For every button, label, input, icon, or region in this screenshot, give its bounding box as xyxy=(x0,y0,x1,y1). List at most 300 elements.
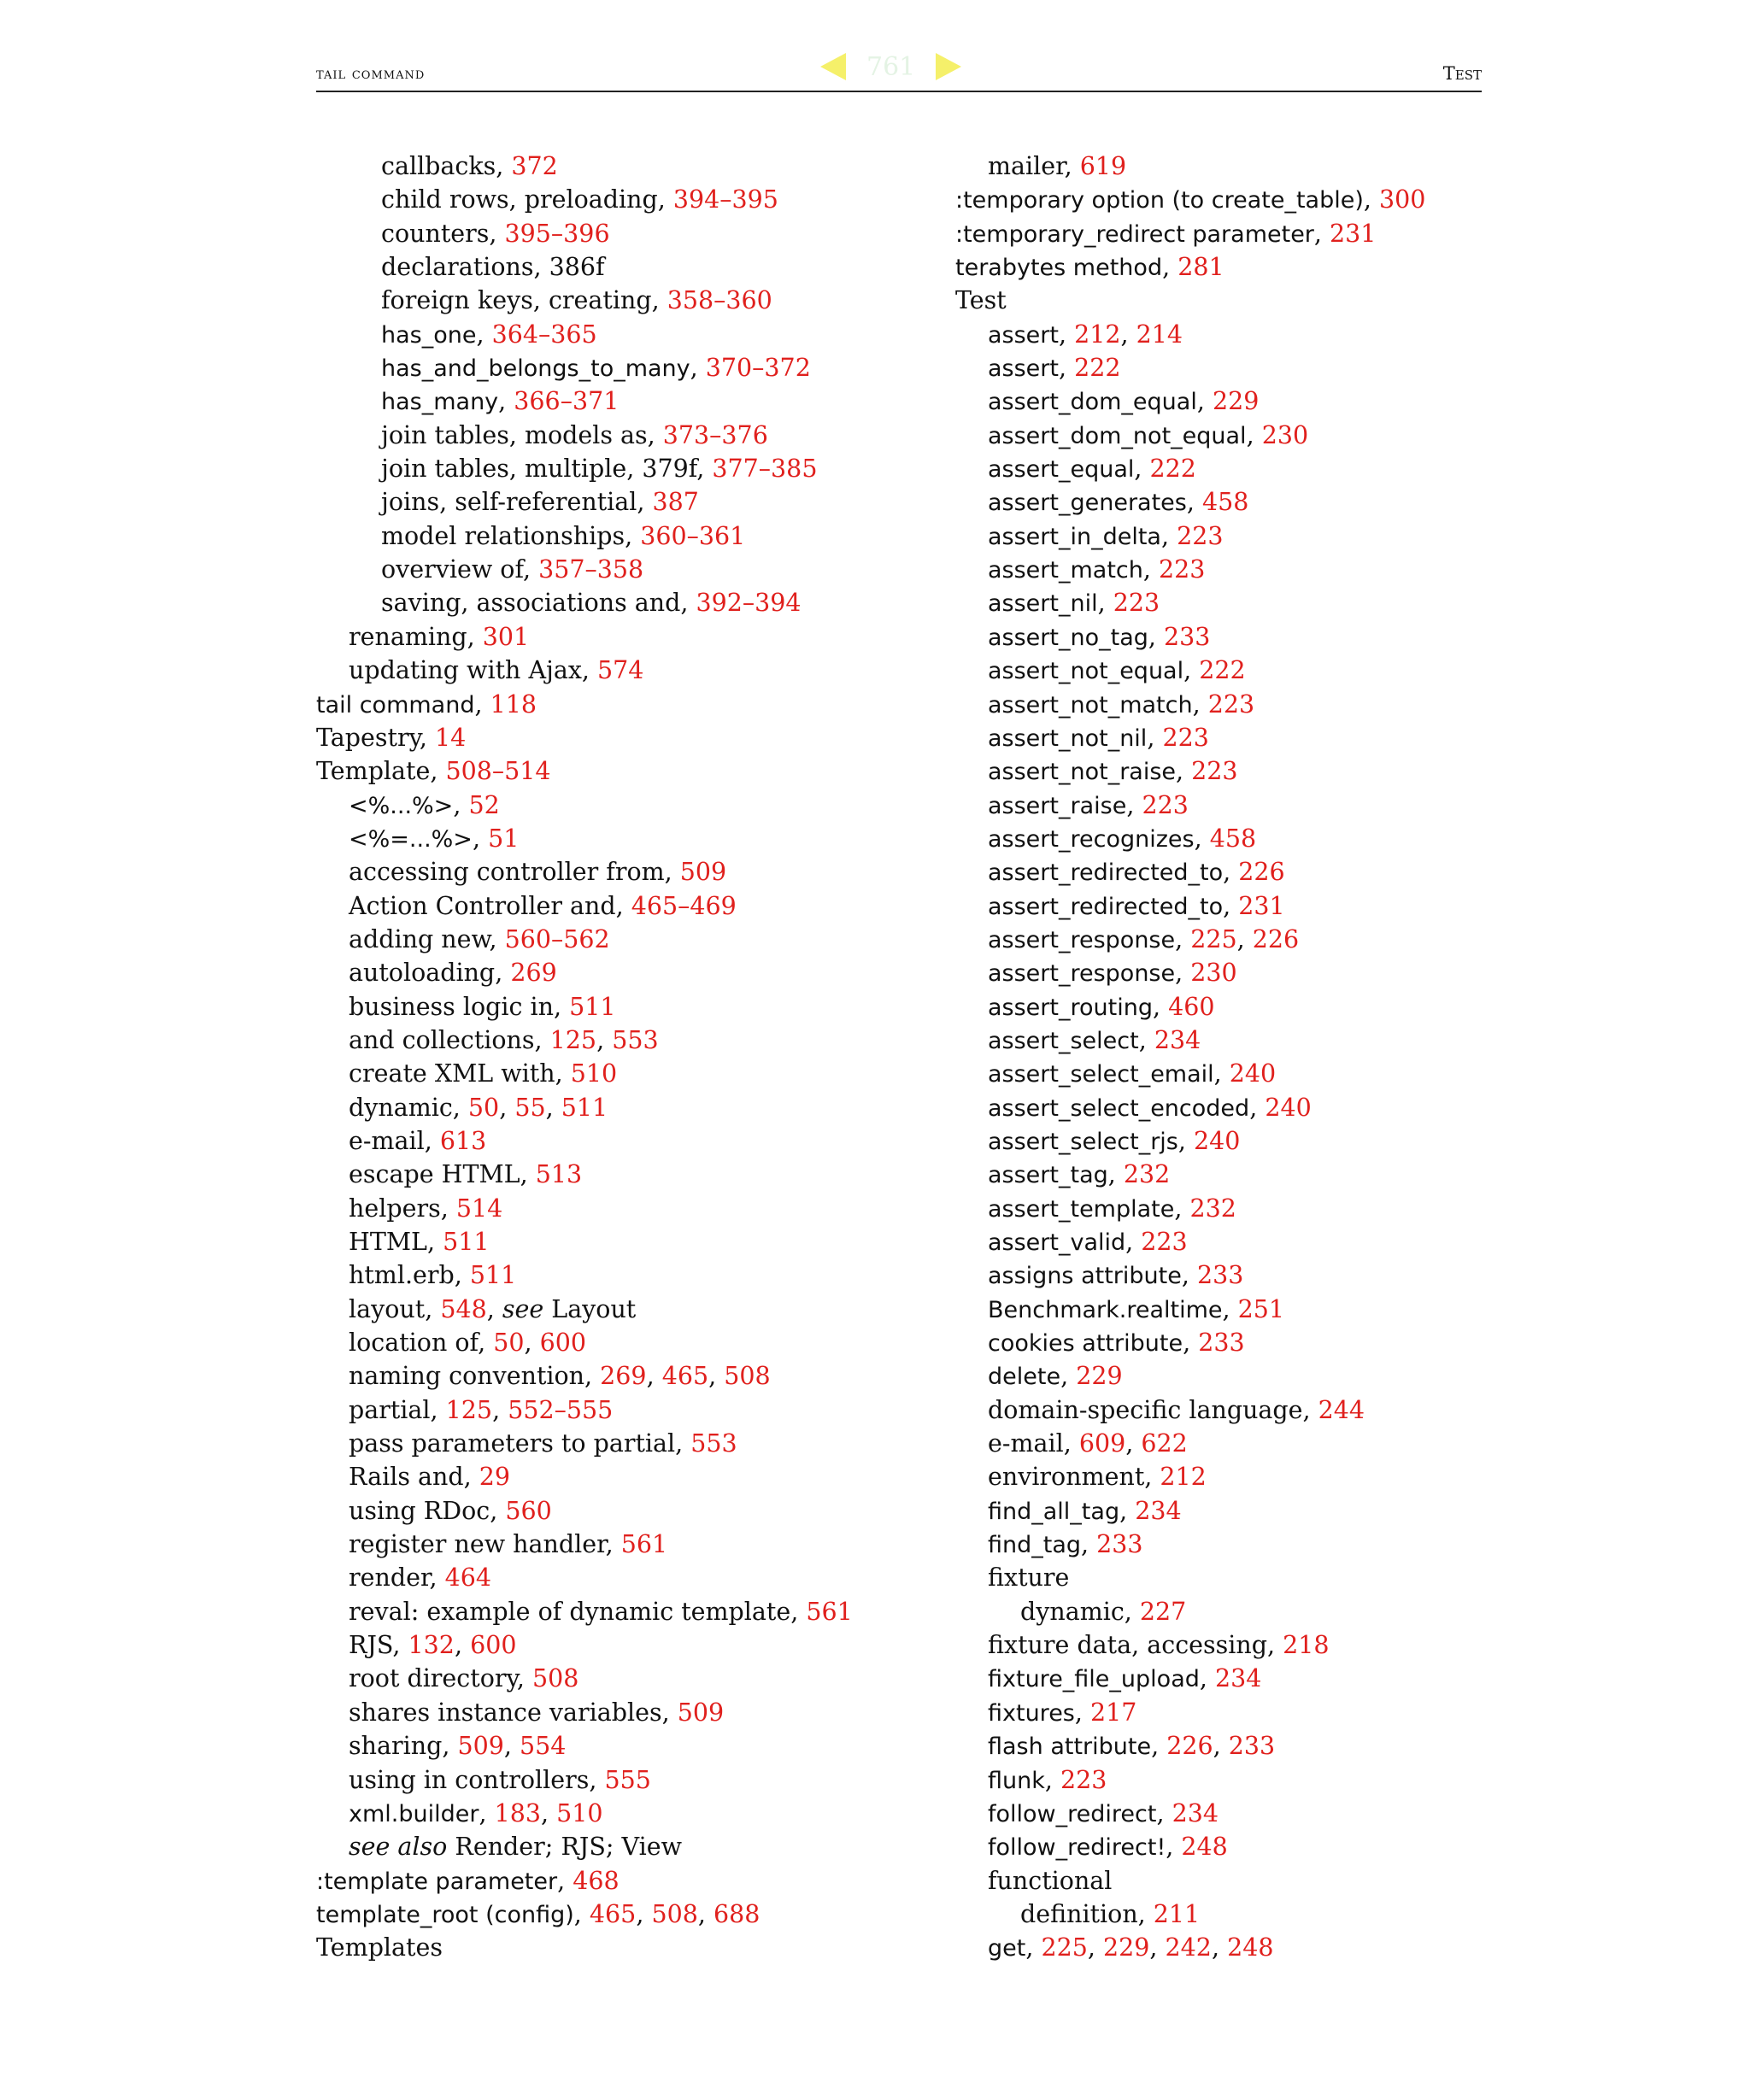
index-term: assert_dom_equal xyxy=(988,389,1197,416)
index-entry: Template, 508–514 xyxy=(316,757,551,786)
index-entry: register new handler, 561 xyxy=(349,1530,668,1559)
index-term: overview of xyxy=(381,555,523,584)
index-term: follow_redirect! xyxy=(988,1834,1166,1862)
index-entry: cookies attribute, 233 xyxy=(988,1329,1245,1358)
index-entry: assert_select_encoded, 240 xyxy=(988,1093,1312,1122)
index-entry: assert_response, 230 xyxy=(988,959,1237,988)
index-entry: assert_generates, 458 xyxy=(988,488,1249,517)
page-reference-link[interactable]: 125 xyxy=(549,1025,597,1054)
see-also-label: see also xyxy=(349,1833,448,1862)
page-reference-link[interactable]: 229 xyxy=(1076,1362,1123,1391)
page-reference-link[interactable]: 234 xyxy=(1154,1025,1201,1054)
index-term: assert_valid xyxy=(988,1229,1126,1256)
page-reference-link[interactable]: 233 xyxy=(1096,1530,1143,1559)
page-reference-link[interactable]: 609 xyxy=(1078,1429,1126,1458)
page-reference-link[interactable]: 600 xyxy=(539,1329,586,1358)
page-reference-link[interactable]: 508–514 xyxy=(445,757,551,786)
page-navigation xyxy=(820,50,961,84)
page-reference-link[interactable]: 223 xyxy=(1191,757,1238,786)
page-reference-link[interactable]: 395–396 xyxy=(504,219,610,248)
page-reference-link[interactable]: 514 xyxy=(455,1194,503,1223)
page-reference-link[interactable]: 214 xyxy=(1136,320,1183,349)
index-term: assert_equal xyxy=(988,456,1135,484)
index-term: assert_redirected_to xyxy=(988,859,1224,887)
index-entry: assert_valid, 223 xyxy=(988,1228,1188,1256)
index-entry: saving, associations and, 392–394 xyxy=(381,589,802,618)
index-entry: escape HTML, 513 xyxy=(349,1160,583,1189)
index-term: using RDoc xyxy=(349,1496,490,1525)
page-reference-link[interactable]: 222 xyxy=(1074,354,1121,383)
index-term: Tapestry xyxy=(316,723,420,752)
page-reference-link[interactable]: 29 xyxy=(479,1463,511,1492)
page-reference-link[interactable]: 561 xyxy=(620,1530,668,1559)
page-reference-link[interactable]: 223 xyxy=(1177,521,1224,550)
index-entry: has_and_belongs_to_many, 370–372 xyxy=(381,354,811,383)
index-entry: assert_select_rjs, 240 xyxy=(988,1126,1241,1155)
page-reference-link[interactable]: 248 xyxy=(1227,1933,1274,1962)
index-term: updating with Ajax xyxy=(349,656,582,685)
page-reference-link[interactable]: 232 xyxy=(1123,1160,1171,1189)
index-term: assert_not_nil xyxy=(988,724,1148,752)
page-reference-link[interactable]: 465–469 xyxy=(631,891,737,920)
index-entry: assert_template, 232 xyxy=(988,1194,1236,1223)
index-entry: layout, 548, see Layout xyxy=(349,1294,637,1323)
index-entry: naming convention, 269, 465, 508 xyxy=(349,1362,771,1391)
next-page-arrow-icon[interactable] xyxy=(936,53,961,80)
index-entry: overview of, 357–358 xyxy=(381,555,644,584)
page-reference-link[interactable]: 223 xyxy=(1113,589,1160,618)
index-entry: shares instance variables, 509 xyxy=(349,1698,725,1727)
page-reference-link[interactable]: 233 xyxy=(1164,622,1211,651)
index-column-left xyxy=(316,150,914,1965)
page-reference-link[interactable]: 240 xyxy=(1265,1093,1312,1122)
index-term: has_one xyxy=(381,321,477,349)
index-entry: assert_recognizes, 458 xyxy=(988,824,1257,853)
page-reference-link[interactable]: 226 xyxy=(1238,858,1285,887)
index-entry xyxy=(955,1864,1485,1898)
page-reference-link[interactable]: 229 xyxy=(1103,1933,1150,1962)
index-term: <%=...%> xyxy=(349,825,473,853)
index-entry: autoloading, 269 xyxy=(349,959,557,988)
index-term: :temporary_redirect parameter xyxy=(955,220,1314,248)
page-number: 761 xyxy=(866,51,916,82)
index-entry: foreign keys, creating, 358–360 xyxy=(381,286,772,315)
index-entry: assert_match, 223 xyxy=(988,555,1206,584)
index-entry: HTML, 511 xyxy=(349,1228,490,1256)
index-entry: model relationships, 360–361 xyxy=(381,521,746,550)
index-entry: RJS, 132, 600 xyxy=(349,1631,517,1660)
index-entry: assert_routing, 460 xyxy=(988,992,1215,1021)
page-reference-link[interactable]: 227 xyxy=(1139,1597,1187,1626)
index-entry xyxy=(316,1830,914,1863)
index-term: xml.builder xyxy=(349,1800,479,1827)
page-reference-link[interactable]: 223 xyxy=(1141,1228,1188,1256)
page-reference-link[interactable]: 548 xyxy=(440,1294,487,1323)
index-entry: assert, 222 xyxy=(988,354,1121,383)
page-reference-link[interactable]: 211 xyxy=(1153,1899,1201,1928)
index-entry: follow_redirect, 234 xyxy=(988,1798,1219,1827)
page-reference-link[interactable]: 118 xyxy=(490,689,537,719)
index-entry: create XML with, 510 xyxy=(349,1059,618,1088)
index-term: template_root (config) xyxy=(316,1901,574,1928)
page-reference-link[interactable]: 392–394 xyxy=(696,589,802,618)
index-term: flunk xyxy=(988,1767,1045,1794)
index-entry: fixture data, accessing, 218 xyxy=(988,1631,1330,1660)
page-reference-link[interactable]: 508 xyxy=(651,1899,698,1928)
index-term: cookies attribute xyxy=(988,1330,1183,1358)
index-term: functional xyxy=(988,1866,1113,1895)
index-entry: join tables, models as, 373–376 xyxy=(381,420,768,449)
page-reference-link[interactable]: 622 xyxy=(1141,1429,1188,1458)
index-term: Render; RJS; View xyxy=(455,1833,682,1862)
page-reference-link[interactable]: 234 xyxy=(1135,1496,1182,1525)
index-term: assert xyxy=(988,355,1059,383)
page-reference-link[interactable]: 217 xyxy=(1090,1698,1137,1727)
page-reference-link[interactable]: 465 xyxy=(661,1362,709,1391)
index-entry: assert_tag, 232 xyxy=(988,1160,1171,1189)
index-term: render xyxy=(349,1563,430,1593)
index-entry: assert_raise, 223 xyxy=(988,790,1189,819)
page-reference-link[interactable]: 226 xyxy=(1166,1732,1213,1761)
index-term: assigns attribute xyxy=(988,1263,1182,1290)
index-term: helpers xyxy=(349,1194,441,1223)
page-reference-link[interactable]: 222 xyxy=(1149,455,1196,484)
index-term: assert_generates xyxy=(988,490,1187,517)
index-term: environment xyxy=(988,1463,1145,1492)
page-reference-link[interactable]: 300 xyxy=(1379,185,1426,214)
page-reference-link[interactable]: 394–395 xyxy=(672,185,778,214)
page-reference-link[interactable]: 464 xyxy=(444,1563,491,1593)
index-term: assert_not_raise xyxy=(988,759,1177,786)
page-reference-link[interactable]: 233 xyxy=(1196,1261,1244,1290)
index-term: counters xyxy=(381,219,490,248)
index-term: has_many xyxy=(381,389,499,416)
index-term: mailer xyxy=(988,152,1065,180)
page-reference-link[interactable]: 223 xyxy=(1162,723,1209,752)
page-reference-link[interactable]: 50 xyxy=(467,1093,500,1122)
index-term: escape HTML xyxy=(349,1160,520,1189)
page-reference-link[interactable]: 125 xyxy=(445,1395,493,1424)
index-entry: follow_redirect!, 248 xyxy=(988,1833,1228,1862)
page-reference-link[interactable]: 509 xyxy=(457,1732,504,1761)
index-entry: child rows, preloading, 394–395 xyxy=(381,185,778,214)
index-entry: fixtures, 217 xyxy=(988,1698,1137,1727)
index-term: autoloading xyxy=(349,959,496,988)
page-reference-link[interactable]: 14 xyxy=(435,723,467,752)
page-reference-link[interactable]: 223 xyxy=(1159,555,1206,584)
index-entry: find_all_tag, 234 xyxy=(988,1496,1182,1525)
index-entry: definition, 211 xyxy=(1020,1899,1201,1928)
page-reference-link[interactable]: 230 xyxy=(1190,959,1237,988)
page-reference-link[interactable]: 225 xyxy=(1041,1933,1088,1962)
index-term: assert_select xyxy=(988,1027,1139,1054)
page-reference-link[interactable]: 511 xyxy=(469,1261,517,1290)
index-term: follow_redirect xyxy=(988,1800,1157,1827)
page-reference-link[interactable]: 55 xyxy=(514,1093,546,1122)
index-entry: has_one, 364–365 xyxy=(381,320,597,349)
index-entry xyxy=(316,250,914,284)
index-term: definition xyxy=(1020,1899,1138,1928)
index-entry: assert_select, 234 xyxy=(988,1025,1201,1054)
page-reference-link[interactable]: 560 xyxy=(505,1496,552,1525)
index-term: assert_not_match xyxy=(988,691,1193,719)
page-reference-link[interactable]: 223 xyxy=(1142,790,1189,819)
page-reference-link[interactable]: 511 xyxy=(561,1093,608,1122)
index-term: assert xyxy=(988,321,1059,349)
page-reference-link[interactable]: 231 xyxy=(1330,219,1377,248)
index-term: assert_select_encoded xyxy=(988,1094,1250,1122)
index-entry: assert_not_raise, 223 xyxy=(988,757,1238,786)
page-reference-link[interactable]: 281 xyxy=(1177,253,1224,282)
page-reference-link[interactable]: 574 xyxy=(597,656,644,685)
index-term: assert_response xyxy=(988,960,1176,988)
index-entry: counters, 395–396 xyxy=(381,219,610,248)
index-entry: assert_equal, 222 xyxy=(988,455,1196,484)
page-reference-link[interactable]: 510 xyxy=(570,1059,618,1088)
page-reference-link[interactable]: 218 xyxy=(1283,1631,1330,1660)
page-reference-link[interactable]: 269 xyxy=(510,959,557,988)
index-entry: assert_response, 225, 226 xyxy=(988,924,1300,953)
page-reference-link[interactable]: 511 xyxy=(569,992,616,1021)
page-reference-link[interactable]: 251 xyxy=(1237,1294,1285,1323)
index-term: naming convention xyxy=(349,1362,585,1391)
page-reference-link[interactable]: 370–372 xyxy=(705,354,811,383)
index-entry: assert, 212, 214 xyxy=(988,320,1183,349)
index-term: shares instance variables xyxy=(349,1698,662,1727)
page-reference-link[interactable]: 554 xyxy=(519,1732,567,1761)
index-entry: assert_redirected_to, 226 xyxy=(988,858,1285,887)
page-reference-link[interactable]: 222 xyxy=(1199,656,1246,685)
page-reference-link[interactable]: 240 xyxy=(1194,1126,1241,1155)
index-entry: render, 464 xyxy=(349,1563,491,1593)
page-reference-link[interactable]: 51 xyxy=(488,824,520,853)
see-target: Layout xyxy=(551,1294,637,1323)
index-term: fixture data, accessing xyxy=(988,1631,1267,1660)
index-term: join tables, models as xyxy=(381,420,648,449)
index-entry: partial, 125, 552–555 xyxy=(349,1395,614,1424)
index-term: assert_routing xyxy=(988,994,1153,1021)
page-reference-link[interactable]: 553 xyxy=(690,1429,737,1458)
see-label: see xyxy=(502,1294,544,1323)
page-reference-link[interactable]: 458 xyxy=(1202,488,1249,517)
page-reference-link[interactable]: 225 xyxy=(1190,924,1237,953)
page-reference-link[interactable]: 248 xyxy=(1181,1833,1228,1862)
page-reference-link[interactable]: 230 xyxy=(1261,420,1309,449)
index-term: html.erb xyxy=(349,1261,455,1290)
index-term: root directory xyxy=(349,1664,517,1693)
page-reference-link[interactable]: 508 xyxy=(724,1362,771,1391)
index-term: adding new xyxy=(349,924,490,953)
page-reference-link[interactable]: 552–555 xyxy=(508,1395,614,1424)
previous-page-arrow-icon[interactable] xyxy=(820,53,846,80)
index-entry: dynamic, 50, 55, 511 xyxy=(349,1093,608,1122)
index-term: assert_in_delta xyxy=(988,523,1161,550)
index-term: find_tag xyxy=(988,1532,1082,1559)
page-reference-link[interactable]: 366–371 xyxy=(514,387,620,416)
page-reference-link[interactable]: 183 xyxy=(494,1798,541,1827)
index-entry: find_tag, 233 xyxy=(988,1530,1143,1559)
page-reference-link[interactable]: 560–562 xyxy=(504,924,610,953)
page-reference-link[interactable]: 688 xyxy=(713,1899,760,1928)
index-term: Rails and xyxy=(349,1463,464,1492)
index-entry: root directory, 508 xyxy=(349,1664,579,1693)
index-term: register new handler xyxy=(349,1530,606,1559)
index-term: partial xyxy=(349,1395,431,1424)
page-reference-link[interactable]: 234 xyxy=(1215,1664,1262,1693)
index-entry: updating with Ajax, 574 xyxy=(349,656,644,685)
header-left-title: tail command xyxy=(316,65,426,83)
index-entry: flunk, 223 xyxy=(988,1765,1107,1794)
index-term: foreign keys, creating xyxy=(381,286,652,315)
index-entry: mailer, 619 xyxy=(988,152,1127,180)
page-reference-link[interactable]: 301 xyxy=(482,622,530,651)
index-term: Benchmark.realtime xyxy=(988,1296,1223,1323)
index-entry: has_many, 366–371 xyxy=(381,387,620,416)
index-term: sharing xyxy=(349,1732,443,1761)
index-term: join tables, multiple, 379f xyxy=(381,455,697,484)
index-entry: html.erb, 511 xyxy=(349,1261,517,1290)
index-term: business logic in xyxy=(349,992,554,1021)
page-reference-link[interactable]: 561 xyxy=(806,1597,853,1626)
header-right-title: Test xyxy=(1442,63,1482,84)
index-entry: helpers, 514 xyxy=(349,1194,503,1223)
index-term: Template xyxy=(316,757,431,786)
index-entry: terabytes method, 281 xyxy=(955,253,1224,282)
page-reference-link[interactable]: 372 xyxy=(511,152,558,180)
page-reference-link[interactable]: 458 xyxy=(1209,824,1257,853)
index-term: assert_tag xyxy=(988,1162,1108,1189)
index-entry: reval: example of dynamic template, 561 xyxy=(349,1597,853,1626)
page-reference-link[interactable]: 377–385 xyxy=(712,455,818,484)
index-entry: <%...%>, 52 xyxy=(349,790,500,819)
page-reference-link[interactable]: 233 xyxy=(1228,1732,1276,1761)
index-term: Action Controller and xyxy=(349,891,616,920)
page-reference-link[interactable]: 50 xyxy=(493,1329,525,1358)
index-term: e-mail xyxy=(349,1126,425,1155)
page-reference-link[interactable]: 212 xyxy=(1160,1463,1207,1492)
index-entry: assigns attribute, 233 xyxy=(988,1261,1244,1290)
page-reference-link[interactable]: 226 xyxy=(1252,924,1300,953)
page-reference-link[interactable]: 511 xyxy=(443,1228,490,1256)
index-term: location of xyxy=(349,1329,479,1358)
page-reference-link[interactable]: 460 xyxy=(1168,992,1215,1021)
index-term: dynamic xyxy=(1020,1597,1125,1626)
index-term: domain-specific language xyxy=(988,1395,1303,1424)
page-reference-link[interactable]: 231 xyxy=(1238,891,1285,920)
page-reference-link[interactable]: 240 xyxy=(1229,1059,1277,1088)
index-entry: assert_select_email, 240 xyxy=(988,1059,1277,1088)
index-term: :template parameter xyxy=(316,1868,558,1895)
index-entry: assert_not_equal, 222 xyxy=(988,656,1246,685)
page-reference-link[interactable]: 212 xyxy=(1074,320,1121,349)
index-term: declarations, 386f xyxy=(381,253,605,282)
index-entry: xml.builder, 183, 510 xyxy=(349,1798,603,1827)
page-reference-link[interactable]: 52 xyxy=(468,790,500,819)
index-term: assert_select_rjs xyxy=(988,1128,1178,1155)
index-term: :temporary option (to create_table) xyxy=(955,187,1364,214)
index-term: model relationships xyxy=(381,521,625,550)
index-entry: :template parameter, 468 xyxy=(316,1866,620,1895)
index-term: and collections xyxy=(349,1025,535,1054)
index-entry: renaming, 301 xyxy=(349,622,530,651)
page-reference-link[interactable]: 132 xyxy=(408,1631,455,1660)
index-entry: fixture_file_upload, 234 xyxy=(988,1664,1262,1693)
index-term: HTML xyxy=(349,1228,427,1256)
index-term: assert_raise xyxy=(988,792,1127,819)
index-entry: flash attribute, 226, 233 xyxy=(988,1732,1276,1761)
page-reference-link[interactable]: 223 xyxy=(1060,1765,1107,1794)
index-entry: pass parameters to partial, 553 xyxy=(349,1429,737,1458)
index-entry: assert_nil, 223 xyxy=(988,589,1160,618)
page-reference-link[interactable]: 555 xyxy=(604,1765,651,1794)
index-entry: Action Controller and, 465–469 xyxy=(349,891,737,920)
index-term: create XML with xyxy=(349,1059,555,1088)
index-entry: join tables, multiple, 379f, 377–385 xyxy=(381,455,818,484)
page-reference-link[interactable]: 242 xyxy=(1165,1933,1212,1962)
index-term: <%...%> xyxy=(349,792,454,819)
page-reference-link[interactable]: 508 xyxy=(531,1664,579,1693)
index-entry: get, 225, 229, 242, 248 xyxy=(988,1933,1274,1962)
page-reference-link[interactable]: 600 xyxy=(470,1631,517,1660)
page-reference-link[interactable]: 373–376 xyxy=(662,420,768,449)
page-reference-link[interactable]: 509 xyxy=(677,1698,725,1727)
page-reference-link[interactable]: 509 xyxy=(679,858,727,887)
page-reference-link[interactable]: 465 xyxy=(589,1899,637,1928)
index-term: assert_match xyxy=(988,557,1143,584)
page-reference-link[interactable]: 229 xyxy=(1212,387,1260,416)
page-reference-link[interactable]: 269 xyxy=(600,1362,647,1391)
page-reference-link[interactable]: 233 xyxy=(1198,1329,1245,1358)
page-reference-link[interactable]: 232 xyxy=(1189,1194,1236,1223)
index-term: dynamic xyxy=(349,1093,453,1122)
page-reference-link[interactable]: 358–360 xyxy=(667,286,772,315)
index-entry: dynamic, 227 xyxy=(1020,1597,1187,1626)
index-term: using in controllers xyxy=(349,1765,590,1794)
page-reference-link[interactable]: 360–361 xyxy=(640,521,746,550)
index-entry: accessing controller from, 509 xyxy=(349,858,727,887)
page-reference-link[interactable]: 510 xyxy=(556,1798,603,1827)
page-reference-link[interactable]: 357–358 xyxy=(538,555,644,584)
index-term: assert_recognizes xyxy=(988,825,1195,853)
index-entry: joins, self-referential, 387 xyxy=(381,488,699,517)
index-term: assert_dom_not_equal xyxy=(988,422,1247,449)
page-reference-link[interactable]: 619 xyxy=(1079,152,1127,180)
page-reference-link[interactable]: 513 xyxy=(535,1160,583,1189)
page-reference-link[interactable]: 364–365 xyxy=(491,320,597,349)
page-reference-link[interactable]: 234 xyxy=(1172,1798,1219,1827)
page-reference-link[interactable]: 223 xyxy=(1207,689,1255,719)
index-entry: assert_in_delta, 223 xyxy=(988,521,1224,550)
index-entry: tail command, 118 xyxy=(316,689,537,719)
index-term: reval: example of dynamic template xyxy=(349,1597,791,1626)
page-reference-link[interactable]: 553 xyxy=(612,1025,659,1054)
index-term: has_and_belongs_to_many xyxy=(381,355,690,383)
index-term: saving, associations and xyxy=(381,589,681,618)
index-entry: assert_no_tag, 233 xyxy=(988,622,1211,651)
index-entry: Benchmark.realtime, 251 xyxy=(988,1294,1285,1323)
index-term: find_all_tag xyxy=(988,1498,1120,1525)
index-term: assert_response xyxy=(988,926,1176,953)
index-term: assert_not_equal xyxy=(988,658,1184,685)
page-reference-link[interactable]: 613 xyxy=(439,1126,487,1155)
page-reference-link[interactable]: 468 xyxy=(573,1866,620,1895)
index-entry: business logic in, 511 xyxy=(349,992,616,1021)
index-term: accessing controller from xyxy=(349,858,665,887)
index-term: callbacks xyxy=(381,152,496,180)
index-entry: assert_dom_not_equal, 230 xyxy=(988,420,1309,449)
page-reference-link[interactable]: 244 xyxy=(1318,1395,1365,1424)
page-reference-link[interactable]: 387 xyxy=(652,488,699,517)
